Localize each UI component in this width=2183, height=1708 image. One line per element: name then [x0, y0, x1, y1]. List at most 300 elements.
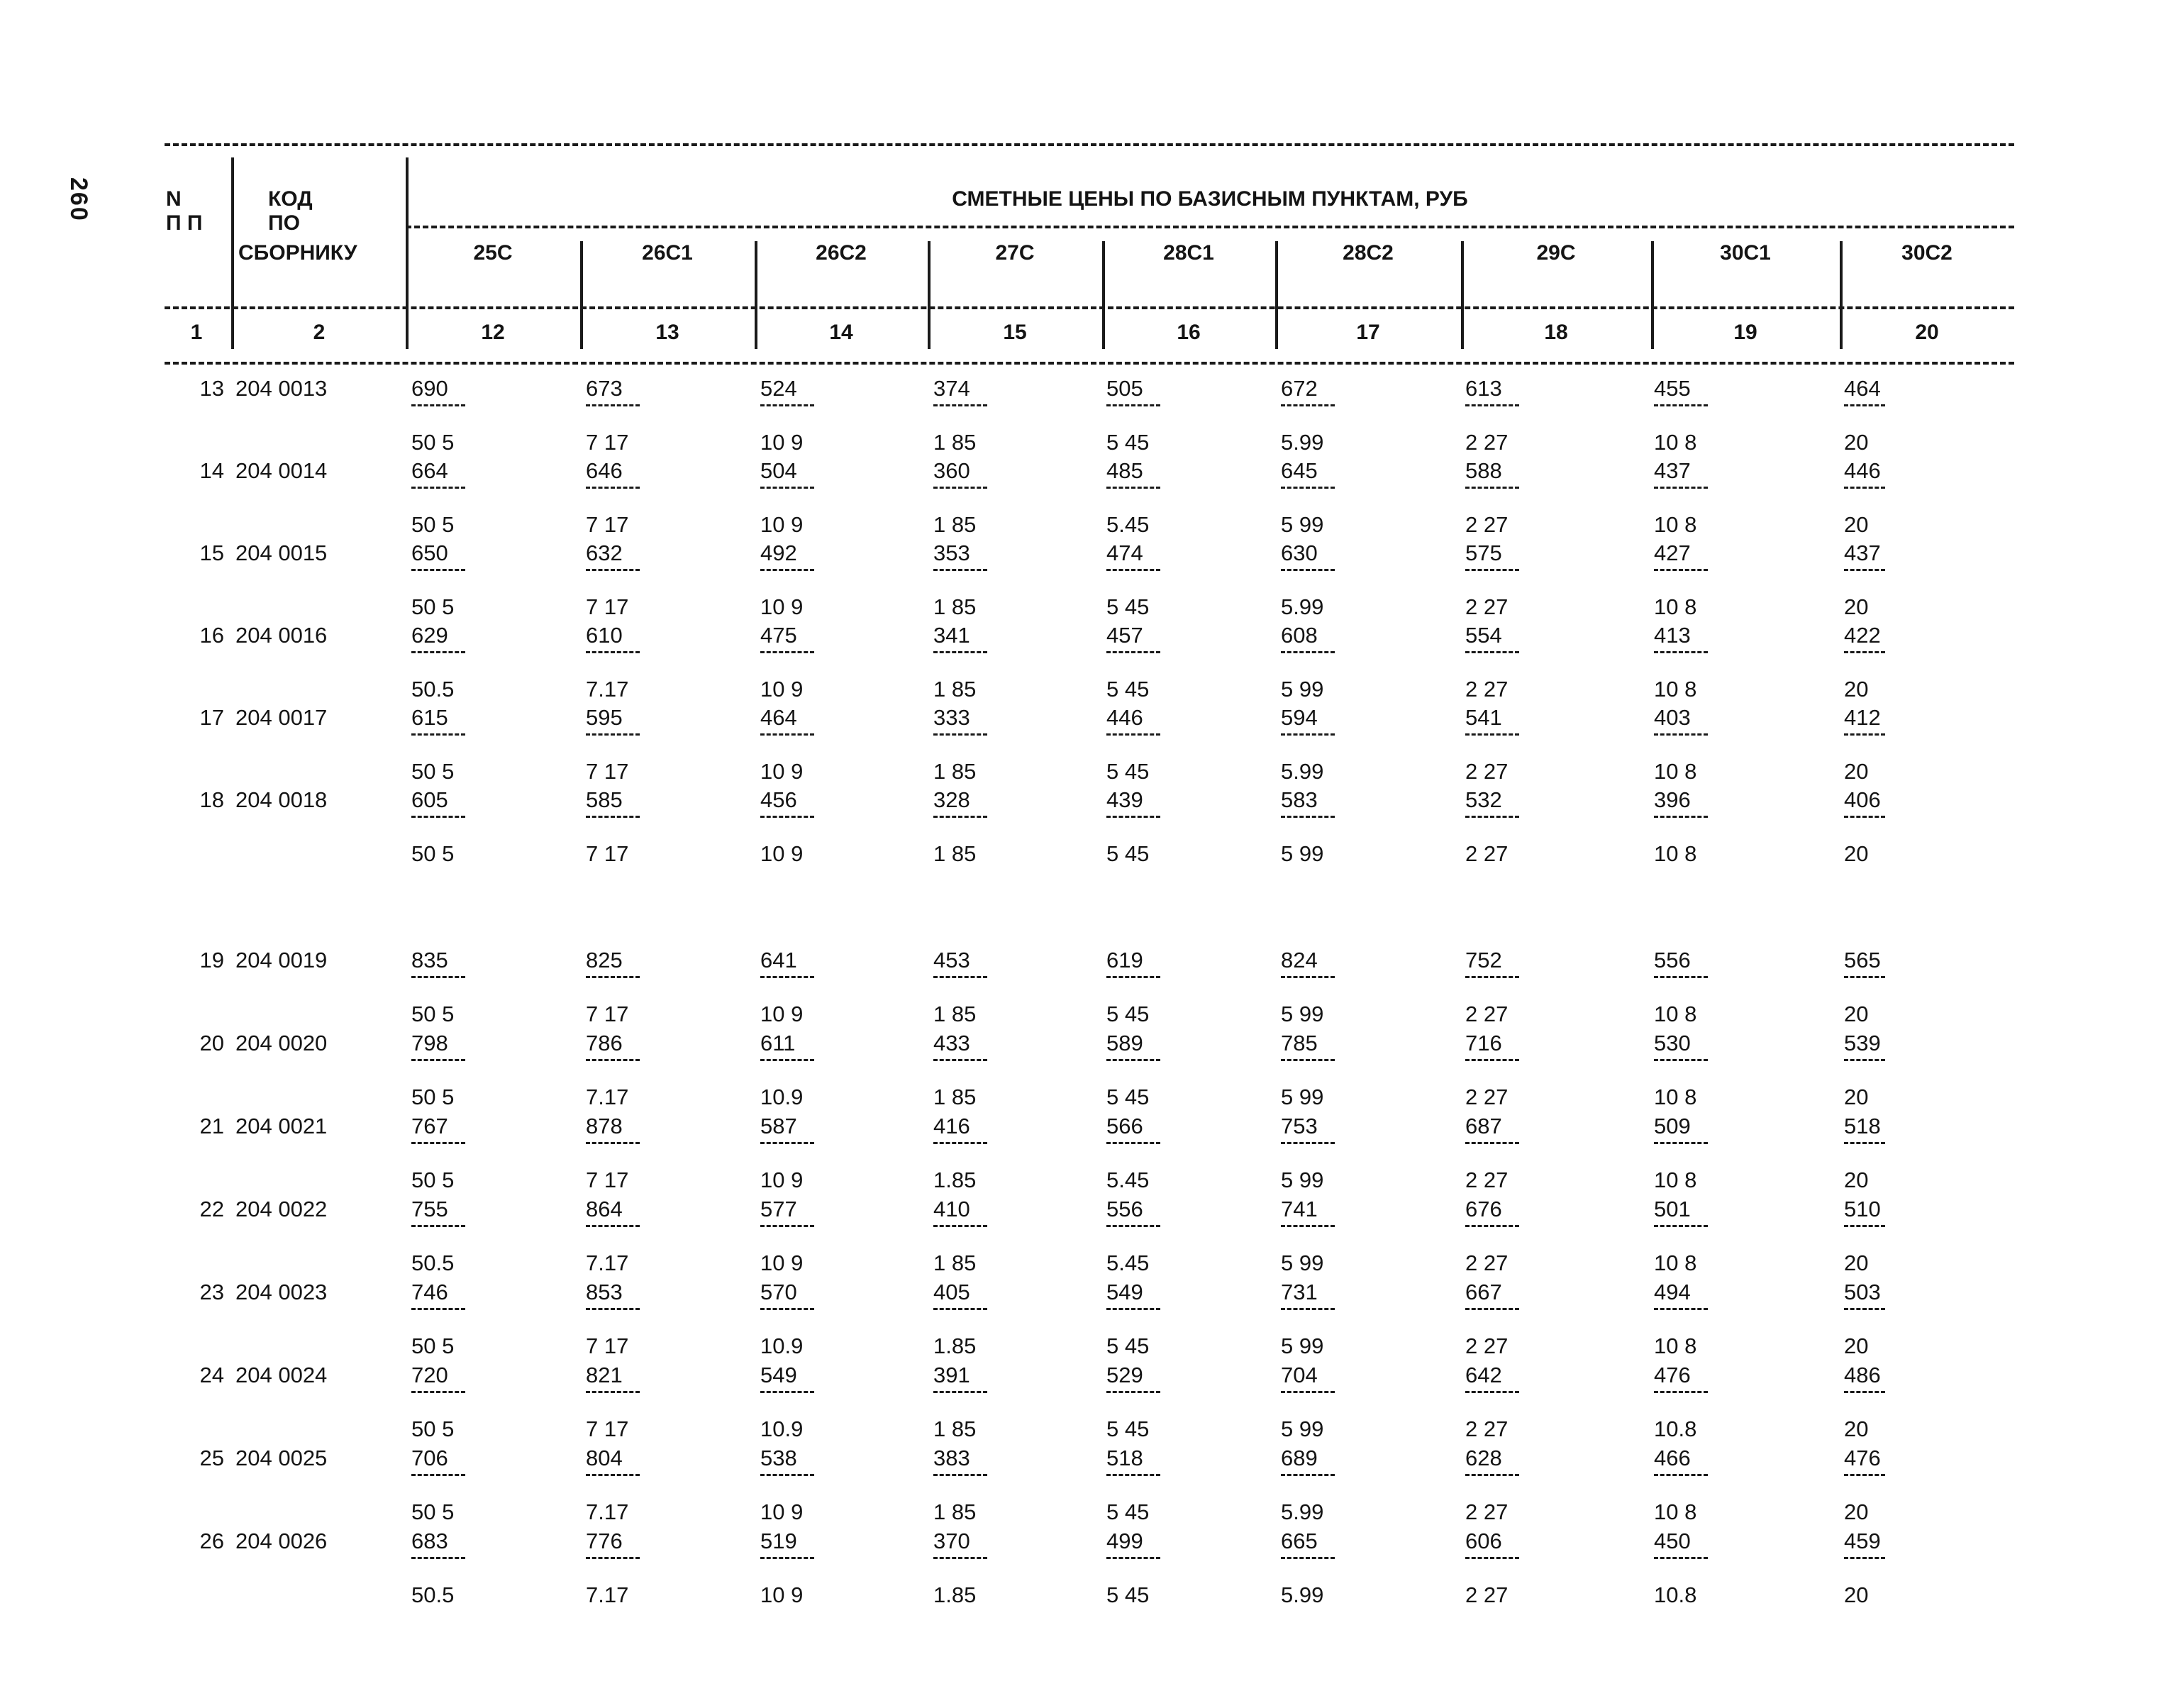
price-subvalue: 2 27: [1465, 677, 1509, 702]
fraction-line: [1465, 1391, 1519, 1393]
fraction-line: [586, 1391, 640, 1393]
row-code: 204 0024: [235, 1363, 328, 1387]
price-subvalue: 10 8: [1654, 759, 1697, 784]
fraction-line: [1106, 1142, 1160, 1144]
price-subvalue: 2 27: [1465, 1333, 1509, 1358]
price-value: 391: [933, 1363, 970, 1387]
fraction-line: [1844, 816, 1885, 818]
row-code: 204 0014: [235, 458, 328, 483]
fraction-line: [1844, 1391, 1885, 1393]
price-subvalue: 50 5: [411, 512, 455, 537]
price-value: 524: [760, 376, 797, 401]
fraction-line: [1106, 1557, 1160, 1559]
page-number: 260: [65, 177, 92, 222]
price-subvalue: 5.99: [1281, 594, 1324, 619]
header-column-number: 1: [190, 321, 203, 344]
header-column-number: 18: [1544, 321, 1568, 344]
price-subvalue: 5 45: [1106, 1499, 1150, 1524]
price-subvalue: 2 27: [1465, 1416, 1509, 1441]
price-value: 383: [933, 1446, 970, 1470]
fraction-line: [1281, 1474, 1335, 1476]
price-value: 466: [1654, 1446, 1691, 1470]
fraction-line: [411, 569, 465, 571]
price-value: 628: [1465, 1446, 1502, 1470]
price-value: 360: [933, 458, 970, 483]
row-code: 204 0013: [235, 376, 328, 401]
fraction-line: [1281, 1142, 1335, 1144]
price-value: 629: [411, 623, 448, 648]
price-subvalue: 5.99: [1281, 1499, 1324, 1524]
price-subvalue: 10 8: [1654, 430, 1697, 455]
price-subvalue: 5.99: [1281, 430, 1324, 455]
price-subvalue: 2 27: [1465, 1168, 1509, 1192]
fraction-line: [1106, 651, 1160, 653]
fraction-line: [1281, 404, 1335, 406]
row-code: 204 0020: [235, 1031, 328, 1055]
header-code-line1: КОД: [268, 187, 313, 211]
price-value: 504: [760, 458, 797, 483]
price-subvalue: 20: [1844, 1168, 1869, 1192]
fraction-line: [586, 651, 640, 653]
fraction-line: [586, 404, 640, 406]
price-value: 606: [1465, 1529, 1502, 1553]
price-value: 437: [1654, 458, 1691, 483]
price-value: 588: [1465, 458, 1502, 483]
price-subvalue: 5 99: [1281, 1002, 1324, 1026]
price-subvalue: 10 9: [760, 1250, 804, 1275]
price-value: 575: [1465, 540, 1502, 565]
fraction-line: [933, 569, 987, 571]
fraction-line: [586, 1225, 640, 1227]
fraction-line: [1106, 1225, 1160, 1227]
fraction-line: [1281, 1225, 1335, 1227]
price-value: 405: [933, 1280, 970, 1304]
fraction-line: [760, 733, 814, 736]
fraction-line: [1465, 569, 1519, 571]
fraction-line: [760, 1557, 814, 1559]
price-value: 556: [1106, 1197, 1143, 1221]
price-value: 455: [1654, 376, 1691, 401]
price-subvalue: 20: [1844, 430, 1869, 455]
price-subvalue: 10 8: [1654, 512, 1697, 537]
price-subvalue: 1.85: [933, 1333, 977, 1358]
price-value: 650: [411, 540, 448, 565]
fraction-line: [1465, 404, 1519, 406]
price-subvalue: 20: [1844, 1002, 1869, 1026]
price-value: 683: [411, 1529, 448, 1553]
price-value: 476: [1844, 1446, 1881, 1470]
fraction-line: [1654, 1308, 1708, 1310]
price-value: 403: [1654, 705, 1691, 730]
price-subvalue: 5.45: [1106, 512, 1150, 537]
price-subvalue: 2 27: [1465, 841, 1509, 866]
fraction-line: [411, 1059, 465, 1061]
price-value: 687: [1465, 1114, 1502, 1138]
header-column-number: 12: [481, 321, 505, 344]
price-value: 706: [411, 1446, 448, 1470]
fraction-line: [586, 816, 640, 818]
fraction-line: [933, 733, 987, 736]
price-value: 741: [1281, 1197, 1318, 1221]
price-subvalue: 5 99: [1281, 841, 1324, 866]
price-value: 486: [1844, 1363, 1881, 1387]
price-subvalue: 2 27: [1465, 1499, 1509, 1524]
price-subvalue: 10.8: [1654, 1416, 1697, 1441]
price-subvalue: 10 8: [1654, 1085, 1697, 1109]
price-subvalue: 1 85: [933, 1416, 977, 1441]
price-value: 664: [411, 458, 448, 483]
row-code: 204 0026: [235, 1529, 328, 1553]
price-value: 673: [586, 376, 623, 401]
header-column-name: 28С2: [1343, 241, 1394, 265]
fraction-line: [1654, 1142, 1708, 1144]
row-number: 22: [199, 1197, 224, 1221]
price-subvalue: 10 9: [760, 1582, 804, 1607]
header-column-number: 17: [1356, 321, 1380, 344]
fraction-line: [411, 733, 465, 736]
fraction-line: [1281, 816, 1335, 818]
price-value: 676: [1465, 1197, 1502, 1221]
price-subvalue: 5.99: [1281, 1582, 1324, 1607]
price-value: 464: [1844, 376, 1881, 401]
price-value: 785: [1281, 1031, 1318, 1055]
price-value: 549: [760, 1363, 797, 1387]
header-column-name: 30С2: [1901, 241, 1953, 265]
price-value: 353: [933, 540, 970, 565]
price-subvalue: 5 45: [1106, 841, 1150, 866]
row-code: 204 0025: [235, 1446, 328, 1470]
price-subvalue: 1.85: [933, 1582, 977, 1607]
price-value: 413: [1654, 623, 1691, 648]
price-value: 587: [760, 1114, 797, 1138]
fraction-line: [1465, 1225, 1519, 1227]
fraction-line: [1281, 569, 1335, 571]
price-subvalue: 10.9: [760, 1416, 804, 1441]
price-subvalue: 20: [1844, 1416, 1869, 1441]
header-np-line2: П П: [166, 211, 203, 235]
price-value: 505: [1106, 376, 1143, 401]
header-column-number: 20: [1915, 321, 1939, 344]
price-value: 509: [1654, 1114, 1691, 1138]
fraction-line: [411, 404, 465, 406]
fraction-line: [1654, 1474, 1708, 1476]
price-subvalue: 20: [1844, 841, 1869, 866]
price-value: 530: [1654, 1031, 1691, 1055]
fraction-line: [933, 976, 987, 978]
price-value: 453: [933, 948, 970, 972]
row-number: 26: [199, 1529, 224, 1553]
price-value: 864: [586, 1197, 623, 1221]
price-subvalue: 20: [1844, 1499, 1869, 1524]
price-value: 689: [1281, 1446, 1318, 1470]
price-value: 476: [1654, 1363, 1691, 1387]
header-column-name: 26С1: [642, 241, 693, 265]
price-subvalue: 7.17: [586, 1499, 629, 1524]
price-subvalue: 10 8: [1654, 1499, 1697, 1524]
price-value: 396: [1654, 787, 1691, 812]
fraction-line: [586, 733, 640, 736]
header-code-line3: СБОРНИКУ: [238, 241, 357, 265]
price-value: 410: [933, 1197, 970, 1221]
price-subvalue: 10 8: [1654, 841, 1697, 866]
price-subvalue: 2 27: [1465, 1582, 1509, 1607]
fraction-line: [1465, 1059, 1519, 1061]
row-number: 20: [199, 1031, 224, 1055]
fraction-line: [933, 487, 987, 489]
price-subvalue: 50 5: [411, 1168, 455, 1192]
fraction-line: [760, 1059, 814, 1061]
fraction-line: [1106, 976, 1160, 978]
price-subvalue: 20: [1844, 1085, 1869, 1109]
price-subvalue: 50.5: [411, 677, 455, 702]
price-value: 510: [1844, 1197, 1881, 1221]
price-value: 370: [933, 1529, 970, 1553]
price-value: 374: [933, 376, 970, 401]
price-subvalue: 2 27: [1465, 512, 1509, 537]
price-subvalue: 50 5: [411, 759, 455, 784]
row-code: 204 0022: [235, 1197, 328, 1221]
fraction-line: [1106, 816, 1160, 818]
fraction-line: [760, 1308, 814, 1310]
price-subvalue: 50 5: [411, 1002, 455, 1026]
fraction-line: [1844, 976, 1885, 978]
fraction-line: [1654, 404, 1708, 406]
fraction-line: [586, 1142, 640, 1144]
price-subvalue: 7.17: [586, 1250, 629, 1275]
fraction-line: [760, 1391, 814, 1393]
price-subvalue: 5 99: [1281, 1168, 1324, 1192]
price-subvalue: 7.17: [586, 1582, 629, 1607]
price-value: 492: [760, 540, 797, 565]
price-subvalue: 7 17: [586, 594, 629, 619]
fraction-line: [760, 976, 814, 978]
price-value: 556: [1654, 948, 1691, 972]
fraction-line: [933, 1059, 987, 1061]
fraction-line: [411, 1142, 465, 1144]
price-value: 529: [1106, 1363, 1143, 1387]
price-subvalue: 10 9: [760, 841, 804, 866]
price-subvalue: 5 45: [1106, 430, 1150, 455]
price-subvalue: 1.85: [933, 1168, 977, 1192]
fraction-line: [411, 487, 465, 489]
fraction-line: [1281, 651, 1335, 653]
price-subvalue: 5 99: [1281, 512, 1324, 537]
price-value: 519: [760, 1529, 797, 1553]
price-value: 753: [1281, 1114, 1318, 1138]
price-value: 570: [760, 1280, 797, 1304]
price-subvalue: 2 27: [1465, 1250, 1509, 1275]
fraction-line: [1281, 733, 1335, 736]
price-value: 566: [1106, 1114, 1143, 1138]
row-number: 15: [199, 540, 224, 565]
price-value: 824: [1281, 948, 1318, 972]
fraction-line: [1465, 651, 1519, 653]
price-subvalue: 7 17: [586, 430, 629, 455]
fraction-line: [760, 1474, 814, 1476]
price-subvalue: 50 5: [411, 841, 455, 866]
fraction-line: [1465, 1142, 1519, 1144]
fraction-line: [1465, 1308, 1519, 1310]
price-subvalue: 10 8: [1654, 1168, 1697, 1192]
fraction-line: [1106, 1308, 1160, 1310]
price-value: 720: [411, 1363, 448, 1387]
fraction-line: [586, 1474, 640, 1476]
price-value: 667: [1465, 1280, 1502, 1304]
price-subvalue: 2 27: [1465, 1085, 1509, 1109]
price-value: 422: [1844, 623, 1881, 648]
price-value: 499: [1106, 1529, 1143, 1553]
price-value: 611: [760, 1031, 796, 1055]
price-subvalue: 10 9: [760, 512, 804, 537]
price-subvalue: 10 8: [1654, 1250, 1697, 1275]
price-value: 755: [411, 1197, 448, 1221]
fraction-line: [1844, 651, 1885, 653]
price-subvalue: 1 85: [933, 1085, 977, 1109]
price-subvalue: 1 85: [933, 1499, 977, 1524]
fraction-line: [1654, 733, 1708, 736]
header-bottom-rule: [165, 362, 2014, 365]
header-np-line1: N: [166, 187, 182, 211]
price-subvalue: 7 17: [586, 1416, 629, 1441]
price-subvalue: 1 85: [933, 759, 977, 784]
fraction-line: [1654, 569, 1708, 571]
fraction-line: [586, 487, 640, 489]
price-subvalue: 2 27: [1465, 430, 1509, 455]
price-value: 690: [411, 376, 448, 401]
row-number: 17: [199, 705, 224, 730]
price-subvalue: 2 27: [1465, 759, 1509, 784]
price-subvalue: 1 85: [933, 594, 977, 619]
fraction-line: [933, 404, 987, 406]
header-column-number: 2: [313, 321, 326, 344]
row-number: 25: [199, 1446, 224, 1470]
fraction-line: [1281, 487, 1335, 489]
price-value: 416: [933, 1114, 970, 1138]
fraction-line: [933, 1142, 987, 1144]
row-code: 204 0018: [235, 787, 328, 812]
price-subvalue: 7 17: [586, 512, 629, 537]
price-subvalue: 10 9: [760, 430, 804, 455]
row-code: 204 0015: [235, 540, 328, 565]
fraction-line: [1106, 1059, 1160, 1061]
header-low-rule: [165, 306, 2014, 309]
price-value: 619: [1106, 948, 1143, 972]
fraction-line: [1844, 1308, 1885, 1310]
fraction-line: [411, 1391, 465, 1393]
fraction-line: [760, 1142, 814, 1144]
fraction-line: [586, 976, 640, 978]
price-subvalue: 10 9: [760, 1002, 804, 1026]
fraction-line: [1654, 976, 1708, 978]
price-subvalue: 50 5: [411, 1416, 455, 1441]
price-value: 716: [1465, 1031, 1502, 1055]
header-column-name: 29С: [1536, 241, 1576, 265]
fraction-line: [411, 1225, 465, 1227]
price-value: 464: [760, 705, 797, 730]
price-value: 646: [586, 458, 623, 483]
header-column-number: 19: [1733, 321, 1757, 344]
price-value: 645: [1281, 458, 1318, 483]
price-value: 406: [1844, 787, 1881, 812]
price-subvalue: 1 85: [933, 1002, 977, 1026]
header-column-name: 25С: [473, 241, 513, 265]
price-subvalue: 5 45: [1106, 1333, 1150, 1358]
price-value: 501: [1654, 1197, 1691, 1221]
price-value: 665: [1281, 1529, 1318, 1553]
fraction-line: [1844, 404, 1885, 406]
price-value: 549: [1106, 1280, 1143, 1304]
header-column-name: 28С1: [1163, 241, 1214, 265]
header-column-number: 15: [1003, 321, 1027, 344]
price-value: 630: [1281, 540, 1318, 565]
price-value: 594: [1281, 705, 1318, 730]
price-subvalue: 50.5: [411, 1250, 455, 1275]
price-subvalue: 5.45: [1106, 1168, 1150, 1192]
price-subvalue: 5 99: [1281, 1250, 1324, 1275]
price-value: 878: [586, 1114, 623, 1138]
price-value: 333: [933, 705, 970, 730]
price-value: 786: [586, 1031, 623, 1055]
price-subvalue: 20: [1844, 677, 1869, 702]
price-value: 459: [1844, 1529, 1881, 1553]
header-column-number: 13: [655, 321, 679, 344]
row-number: 16: [199, 623, 224, 648]
price-subvalue: 7 17: [586, 1002, 629, 1026]
fraction-line: [1654, 1557, 1708, 1559]
price-value: 731: [1281, 1280, 1318, 1304]
price-subvalue: 5 99: [1281, 1333, 1324, 1358]
price-subvalue: 10 8: [1654, 1002, 1697, 1026]
price-value: 503: [1844, 1280, 1881, 1304]
header-code-line2: ПО: [268, 211, 300, 235]
fraction-line: [411, 1474, 465, 1476]
price-subvalue: 5 99: [1281, 1416, 1324, 1441]
price-subvalue: 10 9: [760, 759, 804, 784]
price-subvalue: 10 9: [760, 1499, 804, 1524]
fraction-line: [760, 651, 814, 653]
price-value: 539: [1844, 1031, 1881, 1055]
price-value: 610: [586, 623, 623, 648]
fraction-line: [1465, 816, 1519, 818]
price-value: 457: [1106, 623, 1143, 648]
row-code: 204 0023: [235, 1280, 328, 1304]
fraction-line: [1654, 487, 1708, 489]
price-subvalue: 5.45: [1106, 1250, 1150, 1275]
price-subvalue: 20: [1844, 759, 1869, 784]
price-value: 474: [1106, 540, 1143, 565]
price-value: 450: [1654, 1529, 1691, 1553]
fraction-line: [1281, 1391, 1335, 1393]
fraction-line: [1844, 1474, 1885, 1476]
price-value: 798: [411, 1031, 448, 1055]
price-subvalue: 1 85: [933, 430, 977, 455]
fraction-line: [933, 1474, 987, 1476]
fraction-line: [411, 1308, 465, 1310]
price-value: 804: [586, 1446, 623, 1470]
price-subvalue: 10 9: [760, 1168, 804, 1192]
fraction-line: [411, 816, 465, 818]
price-value: 853: [586, 1280, 623, 1304]
price-subvalue: 5 99: [1281, 677, 1324, 702]
fraction-line: [411, 1557, 465, 1559]
price-subvalue: 5 45: [1106, 1582, 1150, 1607]
header-group-title: СМЕТНЫЕ ЦЕНЫ ПО БАЗИСНЫМ ПУНКТАМ, РУБ: [952, 187, 1468, 211]
row-code: 204 0017: [235, 705, 328, 730]
fraction-line: [933, 1308, 987, 1310]
fraction-line: [933, 1225, 987, 1227]
header-column-name: 27С: [995, 241, 1035, 265]
price-subvalue: 10 8: [1654, 1333, 1697, 1358]
